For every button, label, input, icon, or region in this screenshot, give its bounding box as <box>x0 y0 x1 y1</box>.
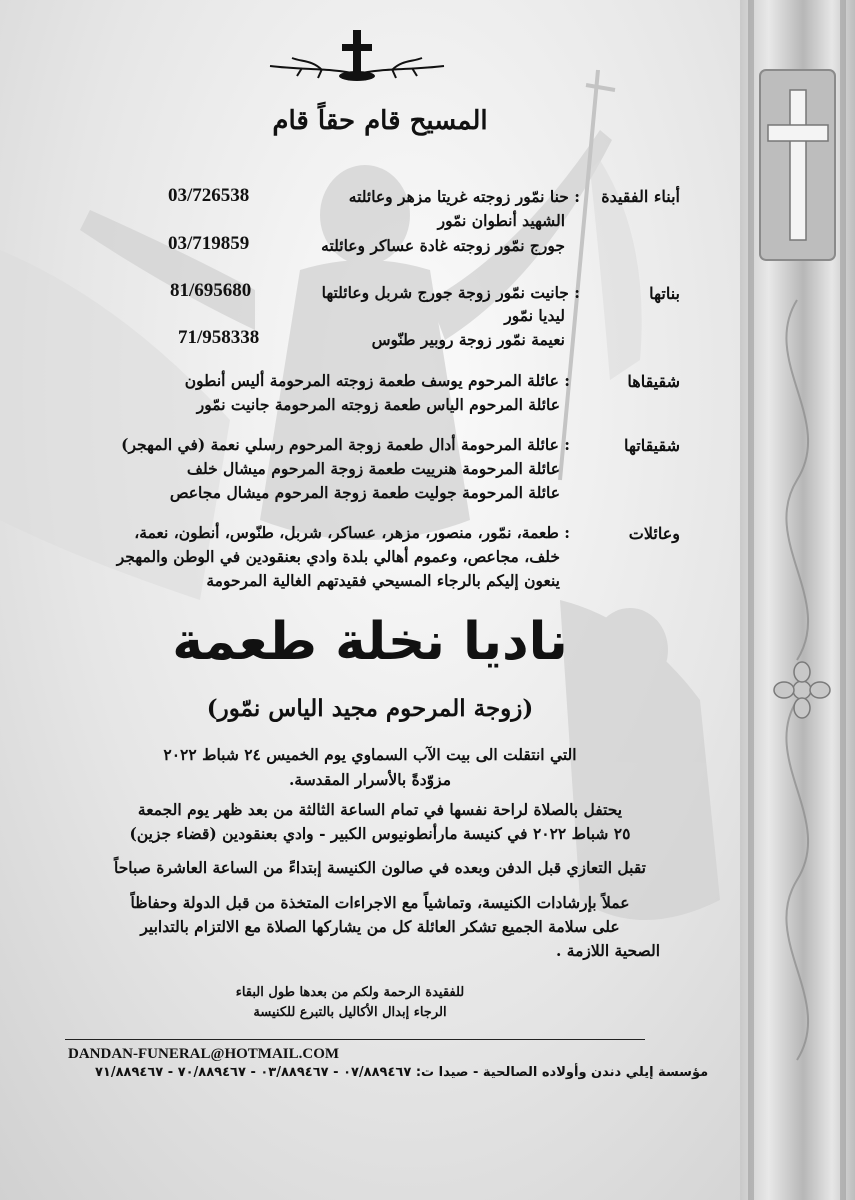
cross-ornament-icon <box>262 28 452 88</box>
section-line: عائلة المرحوم الياس طعمة زوجته المرحومة جانيت نمّور <box>196 395 560 414</box>
funeral-info-line: ٢٥ شباط ٢٠٢٢ في كنيسة مارأنطونيوس الكبير - وادي بعنقودين (قضاء جزين) <box>129 824 631 843</box>
section-line: : عائلة المرحوم يوسف طعمة زوجته المرحومة أليس أنطون <box>184 371 570 390</box>
closing-line: الرجاء إبدال الأكاليل بالتبرع للكنيسة <box>253 1005 447 1020</box>
section-line: : عائلة المرحومة أدال طعمة زوجة المرحوم رسلي نعمة (في المهجر) <box>121 435 570 454</box>
section-line: نعيمة نمّور زوجة روبير طنّوس <box>371 330 565 349</box>
phone-number: 03/726538 <box>168 185 250 206</box>
section-line: : طعمة، نمّور، منصور، مزهر، عساكر، شربل، طنّوس، أنطون، نعمة، <box>134 523 570 542</box>
section-line: جورج نمّور زوجته غادة عساكر وعائلته <box>321 236 565 255</box>
death-announcement-line: مزوّدةً بالأسرار المقدسة. <box>288 770 452 789</box>
deceased-relation: (زوجة المرحوم مجيد الياس نمّور) <box>206 695 534 722</box>
funeral-info-line: يحتفل بالصلاة لراحة نفسها في تمام الساعة الثالثة من بعد ظهر يوم الجمعة <box>137 800 623 819</box>
sidebar-flower-icon <box>774 662 830 718</box>
covid-notice-line: على سلامة الجميع تشكر العائلة كل من يشاركها الصلاة مع الالتزام بالتدابير <box>140 917 620 936</box>
section-label-sisters: شقيقاتها <box>624 436 680 455</box>
footer-divider <box>65 1039 645 1040</box>
covid-notice-line: الصحية اللازمة . <box>555 941 660 960</box>
decorative-sidebar <box>740 0 855 1200</box>
funeral-home-address: مؤسسة إيلي دندن وأولاده الصالحية - صيدا ت: ٠٧/٨٨٩٤٦٧ - ٠٣/٨٨٩٤٦٧ - ٧٠/٨٨٩٤٦٧ - ٧١/٨٨٩٤٦٧ <box>95 1065 709 1080</box>
section-line: خلف، مجاعص، وعموم أهالي بلدة وادي بعنقودين في الوطن والمهجر <box>116 547 560 566</box>
easter-slogan: المسيح قام حقاً قام <box>272 106 488 136</box>
section-line: عائلة المرحومة هنرييت طعمة زوجة المرحوم ميشال خلف <box>186 459 560 478</box>
phone-number: 81/695680 <box>170 280 252 301</box>
section-line: عائلة المرحومة جوليت طعمة زوجة المرحوم ميشال مجاعص <box>169 483 560 502</box>
section-line: الشهيد أنطوان نمّور <box>437 211 565 230</box>
covid-notice-line: عملاً بإرشادات الكنيسة، وتماشياً مع الاجراءات المتخذة من قبل الدولة وحفاظاً <box>130 893 630 912</box>
phone-number: 03/719859 <box>168 233 250 254</box>
closing-line: للفقيدة الرحمة ولكم من بعدها طول البقاء <box>235 985 465 1000</box>
section-label-families: وعائلات <box>628 524 680 543</box>
section-line: ينعون إليكم بالرجاء المسيحي فقيدتهم الغالية المرحومة <box>206 571 560 590</box>
deceased-name: ناديا نخلة طعمة <box>172 612 568 672</box>
section-label-daughters: بناتها <box>649 284 680 303</box>
section-label-sons: أبناء الفقيدة <box>601 187 680 206</box>
section-line: : حنا نمّور زوجته غريتا مزهر وعائلته <box>348 187 580 206</box>
funeral-home-email: DANDAN-FUNERAL@HOTMAIL.COM <box>68 1046 340 1062</box>
section-line: : جانيت نمّور زوجة جورج شربل وعائلتها <box>321 283 580 302</box>
section-line: ليديا نمّور <box>504 306 565 325</box>
section-label-brothers: شقيقاها <box>627 372 680 391</box>
condolence-info: تقبل التعازي قبل الدفن وبعده في صالون الكنيسة إبتداءً من الساعة العاشرة صباحاً <box>113 858 646 877</box>
sidebar-cross-icon <box>760 70 835 260</box>
death-announcement-line: التي انتقلت الى بيت الآب السماوي يوم الخميس ٢٤ شباط ٢٠٢٢ <box>163 745 577 764</box>
phone-number: 71/958338 <box>178 327 260 348</box>
sidebar-ornament <box>740 0 855 1200</box>
